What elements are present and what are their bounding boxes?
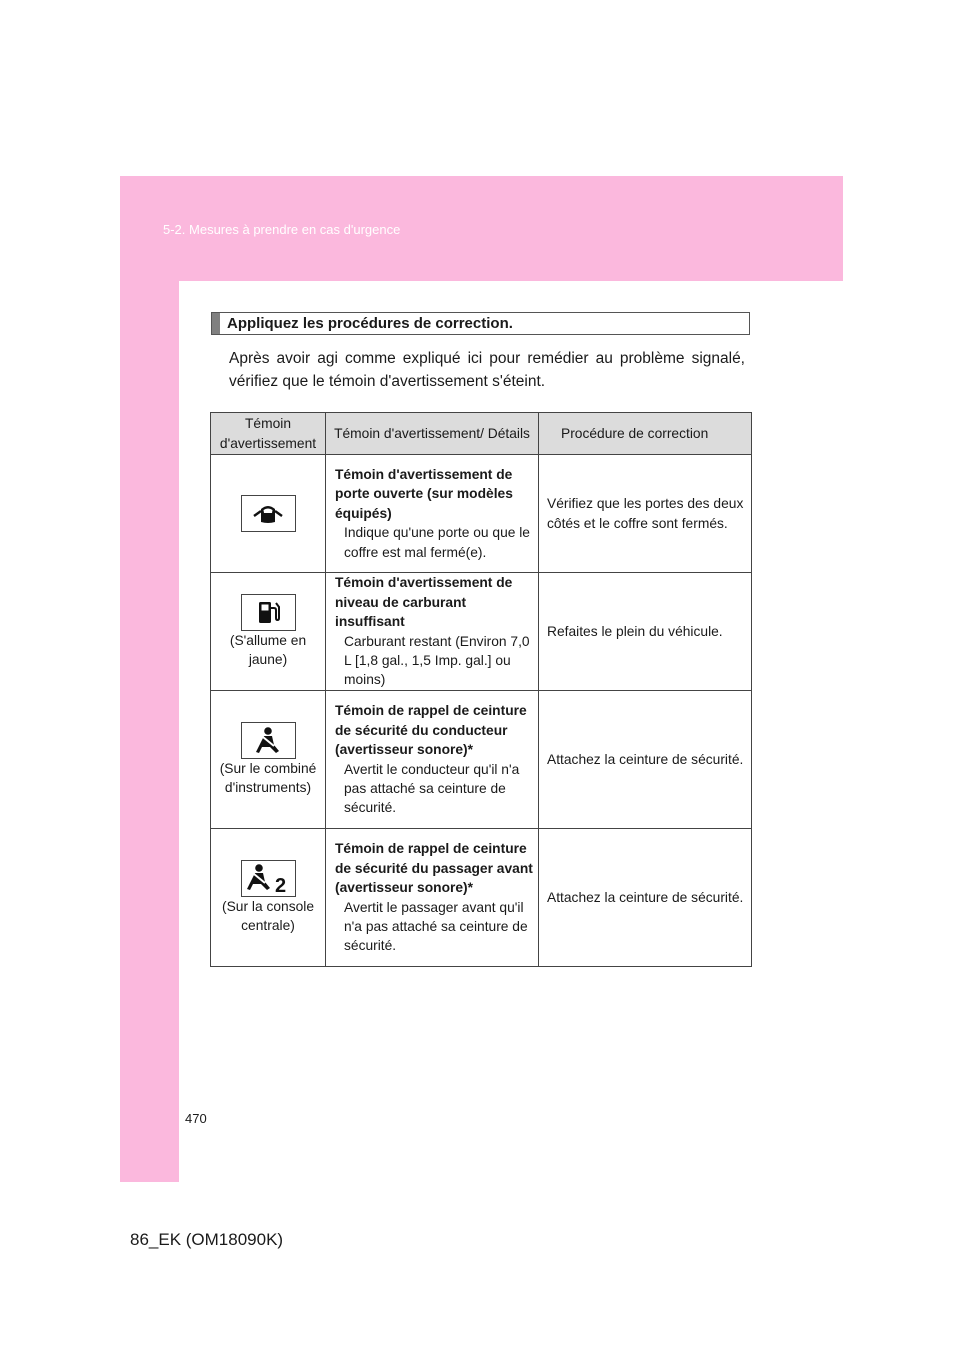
icon-note: (Sur la console centrale) <box>221 898 315 933</box>
header-warning-light: Témoin d'avertissement <box>211 413 326 455</box>
icon-cell <box>211 829 326 967</box>
door-open-warning-icon <box>241 495 296 532</box>
icon-note: (S'allume en jaune) <box>229 632 307 667</box>
document-code: 86_EK (OM18090K) <box>130 1230 284 1249</box>
table-row <box>211 829 752 967</box>
section-label: 5-2. Mesures à prendre en cas d'urgence <box>163 222 401 237</box>
intro-paragraph: Après avoir agi comme expliqué ici pour remédier au problème signalé, vérifiez que le témoin d'avertissement s'éteint. <box>229 350 745 390</box>
table-row <box>211 691 752 829</box>
header-procedure: Procédure de correction <box>539 413 752 455</box>
detail-text: Avertit le conducteur qu'il n'a pas attaché sa ceinture de sécurité. <box>344 761 520 816</box>
heading-text: Appliquez les procédures de correction. <box>227 315 513 332</box>
procedure-cell: Vérifiez que les portes des deux côtés et le coffre sont fermés. <box>539 455 752 573</box>
details-cell <box>326 691 539 829</box>
detail-title: Témoin de rappel de ceinture de sécurité du conducteur (avertisseur sonore)* <box>335 703 527 758</box>
detail-text: Carburant restant (Environ 7,0 L [1,8 gal., 1,5 Imp. gal.] ou moins) <box>344 633 530 688</box>
detail-title: Témoin d'avertissement de niveau de carburant insuffisant <box>335 575 513 630</box>
detail-title: Témoin d'avertissement de porte ouverte (sur modèles équipés) <box>335 466 513 521</box>
page-number: 470 <box>185 1111 207 1126</box>
table-row <box>211 455 752 573</box>
table-row <box>211 573 752 691</box>
procedure-cell: Attachez la ceinture de sécurité. <box>539 829 752 967</box>
side-band <box>120 281 179 1182</box>
procedure-cell: Attachez la ceinture de sécurité. <box>539 691 752 829</box>
details-cell <box>326 573 539 691</box>
heading-bar <box>212 313 220 334</box>
detail-text: Avertit le passager avant qu'il n'a pas attaché sa ceinture de sécurité. <box>344 899 528 954</box>
detail-title: Témoin de rappel de ceinture de sécurité du passager avant (avertisseur sonore)* <box>335 841 533 896</box>
details-cell <box>326 829 539 967</box>
fuel-pump-icon <box>241 594 296 631</box>
icon-label: 2 <box>275 875 287 895</box>
procedure-cell: Refaites le plein du véhicule. <box>539 573 752 691</box>
icon-cell <box>211 455 326 573</box>
section-heading <box>211 312 750 335</box>
icon-cell <box>211 691 326 829</box>
details-cell <box>326 455 539 573</box>
seatbelt-reminder-icon <box>241 722 296 759</box>
table-header-row <box>211 413 752 455</box>
detail-text: Indique qu'une porte ou que le coffre est mal fermé(e). <box>344 525 530 560</box>
icon-note: (Sur le combiné d'instruments) <box>219 760 317 795</box>
warning-table <box>210 412 752 967</box>
header-details: Témoin d'avertissement/ Détails <box>326 413 539 455</box>
icon-cell <box>211 573 326 691</box>
passenger-seatbelt-reminder-icon <box>241 860 296 897</box>
